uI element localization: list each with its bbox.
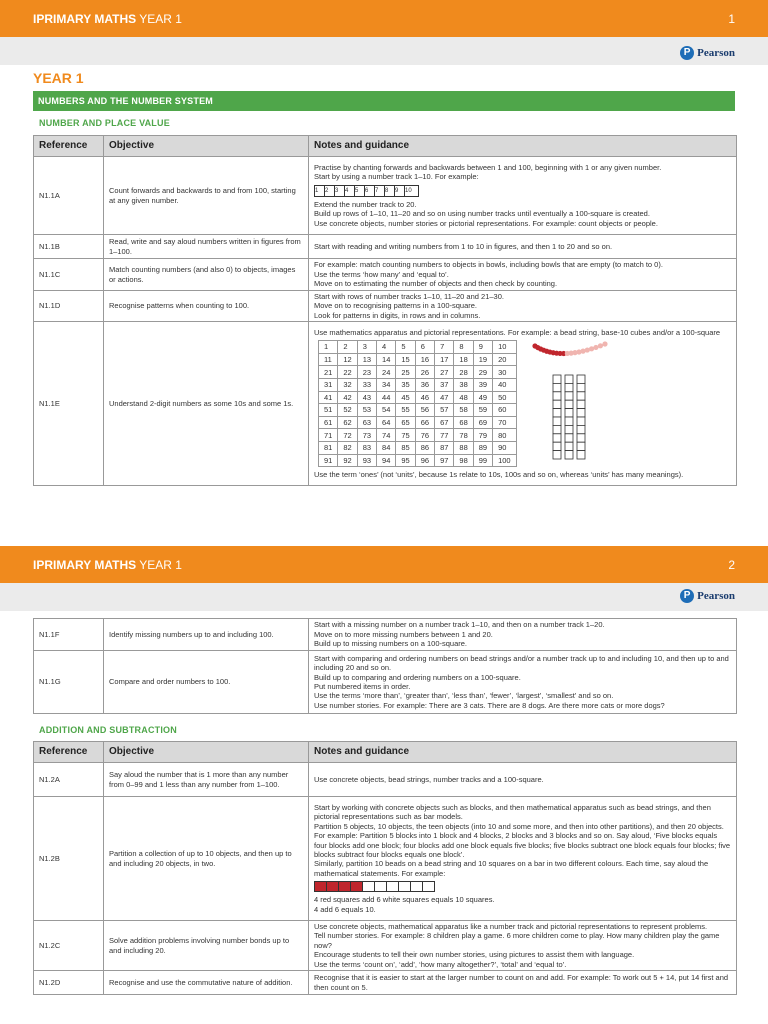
- table-row: [34, 763, 737, 797]
- hundred-square-cell: 30: [493, 366, 517, 379]
- hundred-square-cell: 75: [396, 429, 415, 442]
- pearson-logo-icon: P: [680, 589, 694, 603]
- hundred-square-cell: 5: [396, 341, 415, 354]
- page-number: 2: [728, 558, 735, 572]
- hundred-square-cell: 17: [435, 353, 454, 366]
- column-header: Reference: [34, 742, 104, 763]
- hundred-square-cell: 60: [493, 404, 517, 417]
- base-ten-cube: [577, 400, 585, 408]
- hundred-square-cell: 41: [319, 391, 338, 404]
- objectives-table: [33, 135, 737, 486]
- base-ten-cube: [565, 417, 573, 425]
- hundred-square-cell: 27: [435, 366, 454, 379]
- red-square: [327, 882, 339, 892]
- page-header-2: [0, 546, 768, 583]
- base-ten-cube: [577, 409, 585, 417]
- table-row: [34, 797, 737, 921]
- hundred-square-cell: 37: [435, 379, 454, 392]
- table-row: [34, 322, 737, 486]
- reference-cell: N1.1G: [34, 651, 104, 714]
- hundred-square-cell: 93: [357, 454, 376, 467]
- year-title: YEAR 1: [33, 70, 84, 86]
- table-header-row: [34, 136, 737, 157]
- hundred-square-cell: 56: [415, 404, 434, 417]
- base-ten-cube: [565, 434, 573, 442]
- objectives-table-continued: [33, 618, 737, 714]
- hundred-square-cell: 99: [473, 454, 492, 467]
- base-ten-cube: [577, 375, 585, 383]
- notes-cell: Start with a missing number on a number track 1–10, and then on a number track 1–20. Move on to more missing numbers between 1 and 20. Build up to missing numbers on a 100-square.: [309, 619, 737, 651]
- table-row: [34, 259, 737, 291]
- hundred-square-cell: 8: [454, 341, 473, 354]
- column-header: Objective: [104, 742, 309, 763]
- hundred-square-cell: 73: [357, 429, 376, 442]
- notes-cell: Practise by chanting forwards and backwards between 1 and 100, beginning with 1 or any given number. Start by using a number track 1–10. For example: 1 2 3 4 5 6 7 8 9 10 Extend the number track to 20. Build up rows of 1–10, 11–20 and so on using number tracks until eventually a 100-square is created. Use concrete objects, number stories or pictorial representations. For example: count objects or people.: [309, 157, 737, 235]
- reference-cell: N1.2A: [34, 763, 104, 797]
- hundred-square-cell: 36: [415, 379, 434, 392]
- column-header: Reference: [34, 136, 104, 157]
- hundred-square-cell: 96: [415, 454, 434, 467]
- bead: [597, 343, 602, 348]
- hundred-square-cell: 92: [338, 454, 357, 467]
- white-square: [411, 882, 423, 892]
- hundred-square-cell: 85: [396, 442, 415, 455]
- hundred-square-cell: 67: [435, 416, 454, 429]
- base-ten-cube: [565, 375, 573, 383]
- hundred-square-cell: 14: [377, 353, 396, 366]
- hundred-square-cell: 62: [338, 416, 357, 429]
- white-square: [399, 882, 411, 892]
- hundred-square-cell: 76: [415, 429, 434, 442]
- hundred-square-cell: 25: [396, 366, 415, 379]
- hundred-square-cell: 53: [357, 404, 376, 417]
- table-row: [34, 157, 737, 235]
- header-strip: [0, 583, 768, 611]
- base-ten-cube: [577, 392, 585, 400]
- hundred-square-cell: 12: [338, 353, 357, 366]
- objective-cell: Recognise and use the commutative nature of addition.: [104, 971, 309, 995]
- pearson-logo-icon: P: [680, 46, 694, 60]
- hundred-square-cell: 35: [396, 379, 415, 392]
- hundred-square-cell: 72: [338, 429, 357, 442]
- base-ten-cube: [553, 426, 561, 434]
- base-ten-cube: [553, 434, 561, 442]
- objective-cell: Identify missing numbers up to and including 100.: [104, 619, 309, 651]
- hundred-square-cell: 79: [473, 429, 492, 442]
- hundred-square-cell: 91: [319, 454, 338, 467]
- reference-cell: N1.1F: [34, 619, 104, 651]
- objective-cell: Say aloud the number that is 1 more than any number from 0–99 and 1 less than any number from 1–100.: [104, 763, 309, 797]
- objective-cell: Count forwards and backwards to and from 100, starting at any given number.: [104, 157, 309, 235]
- base-ten-cube: [577, 426, 585, 434]
- hundred-square-cell: 29: [473, 366, 492, 379]
- notes-cell: Use concrete objects, bead strings, number tracks and a 100-square.: [309, 763, 737, 797]
- hundred-square-cell: 95: [396, 454, 415, 467]
- page-number: 1: [728, 12, 735, 26]
- hundred-square-cell: 82: [338, 442, 357, 455]
- base-ten-cube: [577, 417, 585, 425]
- reference-cell: N1.1B: [34, 235, 104, 259]
- reference-cell: N1.2D: [34, 971, 104, 995]
- objective-cell: Understand 2-digit numbers as some 10s and some 1s.: [104, 322, 309, 486]
- base-ten-cube: [553, 442, 561, 450]
- hundred-square-cell: 90: [493, 442, 517, 455]
- notes-cell: Use mathematics apparatus and pictorial representations. For example: a bead string, base-10 cubes and/or a 100-square 1 2 3 4 5 6 7 8 9 10 11 12 13 14 15 16 17 18 19 20 21 22 23 24 25 26 27 28 29 30 31 32 33 34 35 36 37 38 39 40 41 42 43 44 45 46 47 48 49 50 51 52 53 54 55 56 57 58 59 60 61 62 63 64 65 66 67 68 69 70 71 72 73 74 75 76 77 78 79 80 81 82 83 84 85 86 87 88 89 90 91 92 93 94 95 96 97 98 99 100 Use the term ‘ones’ (not ‘units’, because 1s relate to 10s, 100s and so on, whereas ‘units’ has many meanings).: [309, 322, 737, 486]
- hundred-square-cell: 3: [357, 341, 376, 354]
- column-header: Notes and guidance: [309, 136, 737, 157]
- objective-cell: Read, write and say aloud numbers written in figures from 1–100.: [104, 235, 309, 259]
- hundred-square-cell: 22: [338, 366, 357, 379]
- table-header-row: [34, 742, 737, 763]
- hundred-square-cell: 45: [396, 391, 415, 404]
- header-title: IPRIMARY MATHS YEAR 1: [33, 558, 182, 572]
- hundred-square-cell: 63: [357, 416, 376, 429]
- pearson-logo: P Pearson: [680, 45, 735, 61]
- hundred-square-cell: 38: [454, 379, 473, 392]
- hundred-square-cell: 20: [493, 353, 517, 366]
- objective-cell: Solve addition problems involving number bonds up to and including 20.: [104, 921, 309, 971]
- hundred-square-cell: 78: [454, 429, 473, 442]
- reference-cell: N1.2B: [34, 797, 104, 921]
- white-square: [423, 882, 435, 892]
- hundred-square-cell: 13: [357, 353, 376, 366]
- hundred-square-cell: 68: [454, 416, 473, 429]
- reference-cell: N1.1D: [34, 291, 104, 322]
- hundred-square-cell: 71: [319, 429, 338, 442]
- hundred-square-cell: 88: [454, 442, 473, 455]
- table-row: [34, 971, 737, 995]
- base-ten-cube: [565, 426, 573, 434]
- hundred-square-cell: 10: [493, 341, 517, 354]
- hundred-square-cell: 19: [473, 353, 492, 366]
- base-ten-cube: [565, 392, 573, 400]
- hundred-square-cell: 52: [338, 404, 357, 417]
- hundred-square-cell: 9: [473, 341, 492, 354]
- pearson-logo: P Pearson: [680, 588, 735, 604]
- number-track: 1 2 3 4 5 6 7 8 9 10: [314, 185, 419, 197]
- table-row: [34, 651, 737, 714]
- column-header: Objective: [104, 136, 309, 157]
- hundred-square-cell: 34: [377, 379, 396, 392]
- subsection-heading: NUMBER AND PLACE VALUE: [39, 118, 170, 128]
- hundred-square-cell: 51: [319, 404, 338, 417]
- red-square: [351, 882, 363, 892]
- hundred-square: [318, 340, 517, 467]
- column-header: Notes and guidance: [309, 742, 737, 763]
- red-square: [315, 882, 327, 892]
- hundred-square-cell: 83: [357, 442, 376, 455]
- table-row: [34, 619, 737, 651]
- hundred-square-cell: 65: [396, 416, 415, 429]
- base-ten-cube: [565, 451, 573, 459]
- hundred-square-cell: 31: [319, 379, 338, 392]
- objective-cell: Compare and order numbers to 100.: [104, 651, 309, 714]
- notes-cell: Recognise that it is easier to start at the larger number to count on and add. For example: To work out 5 + 14, put 14 first and then count on 5.: [309, 971, 737, 995]
- bar-model: [314, 881, 435, 892]
- hundred-square-cell: 21: [319, 366, 338, 379]
- hundred-square-cell: 97: [435, 454, 454, 467]
- hundred-square-cell: 2: [338, 341, 357, 354]
- hundred-square-cell: 15: [396, 353, 415, 366]
- base-ten-cube: [565, 400, 573, 408]
- hundred-square-cell: 28: [454, 366, 473, 379]
- notes-cell: For example: match counting numbers to objects in bowls, including bowls that are empty (to match to 0). Use the terms ‘how many’ and ‘equal to’. Move on to estimating the number of objects and then check by counting.: [309, 259, 737, 291]
- bead: [602, 342, 607, 347]
- notes-cell: Use concrete objects, mathematical apparatus like a number track and pictorial representations to represent problems. Tell number stories. For example: 8 children play a game. 6 more children come to play. How many children play the game now? Encourage students to tell their own number stories, using pictures to assist them with language. Use the terms ‘count on’, ‘add’, ‘how many altogether?’, ‘total’ and ‘equal to’.: [309, 921, 737, 971]
- objective-cell: Recognise patterns when counting to 100.: [104, 291, 309, 322]
- section-heading: NUMBERS AND THE NUMBER SYSTEM: [33, 91, 735, 111]
- table-row: [34, 921, 737, 971]
- hundred-square-cell: 81: [319, 442, 338, 455]
- hundred-square-cell: 48: [454, 391, 473, 404]
- base-ten-cube: [565, 409, 573, 417]
- bead: [593, 345, 598, 350]
- base-ten-cube: [565, 384, 573, 392]
- base-ten-cube: [553, 375, 561, 383]
- reference-cell: N1.1A: [34, 157, 104, 235]
- hundred-square-cell: 69: [473, 416, 492, 429]
- base-ten-cube: [553, 384, 561, 392]
- hundred-square-cell: 23: [357, 366, 376, 379]
- base-ten-cube: [565, 442, 573, 450]
- hundred-square-cell: 55: [396, 404, 415, 417]
- hundred-square-cell: 74: [377, 429, 396, 442]
- base-ten-cube: [577, 384, 585, 392]
- base-ten-cube: [577, 434, 585, 442]
- hundred-square-cell: 32: [338, 379, 357, 392]
- notes-cell: Start with reading and writing numbers from 1 to 10 in figures, and then 1 to 20 and so on.: [309, 235, 737, 259]
- hundred-square-cell: 98: [454, 454, 473, 467]
- table-row: [34, 235, 737, 259]
- notes-cell: Start by working with concrete objects such as blocks, and then mathematical apparatus such as bead strings, and then pictorial representations such as bar models. Partition 5 objects, 10 objects, the teen objects (into 10 and some more, and then into other partitions), and then 20 objects. For example: Partition 5 blocks into 1 block and 4 blocks, 2 blocks and 3 blocks and so on. Say aloud, ‘Five blocks equals four blocks add one block; four blocks add one block equals five blocks; five blocks subtract one block equals four blocks; five blocks subtract four blocks equals one block’. Similarly, partition 10 beads on a bead string and 10 squares on a bar in two different colours. Each time, say aloud the mathematical statements. For example: 4 red squares add 6 white squares equals 10 squares. 4 add 6 equals 10.: [309, 797, 737, 921]
- header-strip: [0, 37, 768, 65]
- hundred-square-cell: 6: [415, 341, 434, 354]
- hundred-square-cell: 50: [493, 391, 517, 404]
- white-square: [363, 882, 375, 892]
- hundred-square-cell: 40: [493, 379, 517, 392]
- notes-cell: Start with comparing and ordering numbers on bead strings and/or a number track up to and including 10, and then up to and including 20 and so on. Build up to comparing and ordering numbers on a 100-square. Put numbered items in order. Use the terms ‘more than’, ‘greater than’, ‘less than’, ‘fewer’, ‘largest’, ‘smallest’ and so on. Use number stories. For example: There are 3 cats. There are 8 dogs. Are there more cats or more dogs?: [309, 651, 737, 714]
- base-ten-cube: [553, 417, 561, 425]
- base-ten-cube: [577, 451, 585, 459]
- hundred-square-cell: 11: [319, 353, 338, 366]
- hundred-square-cell: 54: [377, 404, 396, 417]
- header-title: IPRIMARY MATHS YEAR 1: [33, 12, 182, 26]
- hundred-square-cell: 1: [319, 341, 338, 354]
- hundred-square-cell: 57: [435, 404, 454, 417]
- hundred-square-cell: 70: [493, 416, 517, 429]
- hundred-square-cell: 47: [435, 391, 454, 404]
- hundred-square-cell: 87: [435, 442, 454, 455]
- reference-cell: N1.1C: [34, 259, 104, 291]
- hundred-square-cell: 4: [377, 341, 396, 354]
- hundred-square-cell: 100: [493, 454, 517, 467]
- base-ten-cube: [553, 392, 561, 400]
- hundred-square-cell: 33: [357, 379, 376, 392]
- base-ten-cube: [553, 409, 561, 417]
- base-ten-rods-icon: [551, 374, 591, 460]
- table-row: [34, 291, 737, 322]
- bead-string-icon: [531, 340, 611, 370]
- hundred-square-cell: 7: [435, 341, 454, 354]
- hundred-square-cell: 84: [377, 442, 396, 455]
- hundred-square-cell: 59: [473, 404, 492, 417]
- hundred-square-cell: 86: [415, 442, 434, 455]
- hundred-square-cell: 16: [415, 353, 434, 366]
- page-header: [0, 0, 768, 37]
- reference-cell: N1.2C: [34, 921, 104, 971]
- hundred-square-cell: 64: [377, 416, 396, 429]
- hundred-square-cell: 94: [377, 454, 396, 467]
- hundred-square-cell: 42: [338, 391, 357, 404]
- base-ten-cube: [553, 400, 561, 408]
- hundred-square-cell: 44: [377, 391, 396, 404]
- hundred-square-cell: 49: [473, 391, 492, 404]
- hundred-square-cell: 66: [415, 416, 434, 429]
- red-square: [339, 882, 351, 892]
- hundred-square-cell: 89: [473, 442, 492, 455]
- hundred-square-cell: 43: [357, 391, 376, 404]
- subsection-heading: ADDITION AND SUBTRACTION: [39, 725, 177, 735]
- white-square: [387, 882, 399, 892]
- hundred-square-cell: 26: [415, 366, 434, 379]
- white-square: [375, 882, 387, 892]
- base-ten-cube: [577, 442, 585, 450]
- base-ten-cube: [553, 451, 561, 459]
- hundred-square-cell: 58: [454, 404, 473, 417]
- objective-cell: Partition a collection of up to 10 objects, and then up to and including 20 objects, in two.: [104, 797, 309, 921]
- hundred-square-cell: 46: [415, 391, 434, 404]
- hundred-square-cell: 24: [377, 366, 396, 379]
- hundred-square-cell: 77: [435, 429, 454, 442]
- hundred-square-cell: 18: [454, 353, 473, 366]
- hundred-square-cell: 61: [319, 416, 338, 429]
- reference-cell: N1.1E: [34, 322, 104, 486]
- objective-cell: Match counting numbers (and also 0) to objects, images or actions.: [104, 259, 309, 291]
- hundred-square-cell: 39: [473, 379, 492, 392]
- hundred-square-cell: 80: [493, 429, 517, 442]
- addition-table: [33, 741, 737, 995]
- notes-cell: Start with rows of number tracks 1–10, 11–20 and 21–30. Move on to recognising patterns in a 100-square. Look for patterns in digits, in rows and in columns.: [309, 291, 737, 322]
